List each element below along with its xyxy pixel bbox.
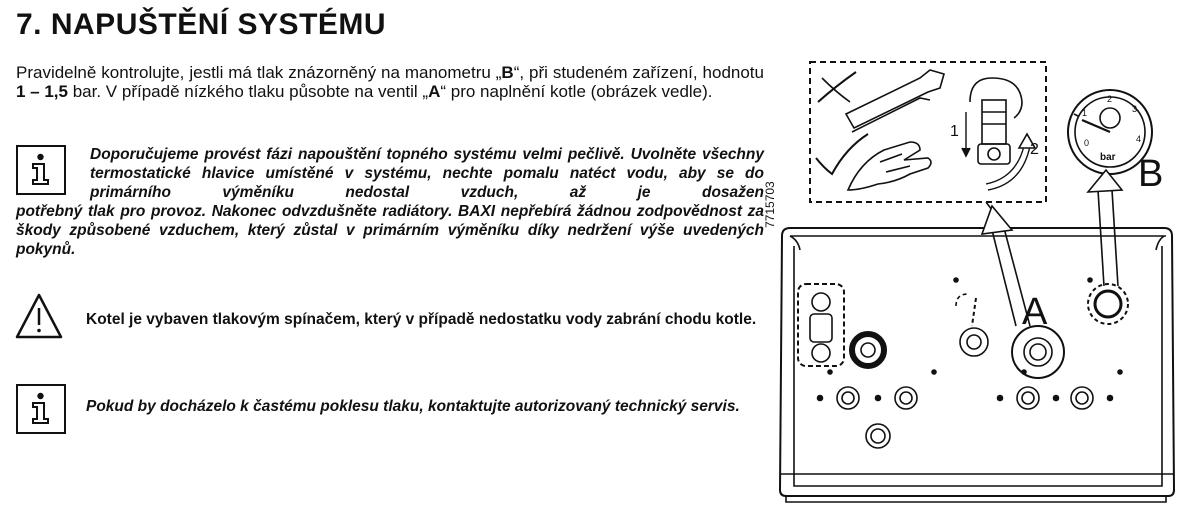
intro-text-1: Pravidelně kontrolujte, jestli má tlak znázorněný na manometru „ <box>16 63 502 82</box>
intro-valve-letter: A <box>428 82 441 101</box>
service-note: Pokud by docházelo k častému poklesu tlaku, kontaktujte autorizovaný technický servis. <box>86 398 740 415</box>
info-icon-2 <box>16 384 66 434</box>
boiler-figure <box>760 50 1179 512</box>
info-note-lead: Doporučujeme provést fázi napouštění topného systému velmi pečlivě. Uvolněte všechny termostatické hlavice umístěné v systému, nechte pomalu natéct vodu, aby se do primárního výměníku nedostal vzduch, až je dosažen <box>90 146 764 201</box>
info-note-rest: potřebný tlak pro provoz. Nakonec odvzdušněte radiátory. BAXI nepřebírá žádnou zodpovědnost za škody způsobené vzduchem, který zůstal v primárním výměníku díky nedržení výše uvedených pokynů. <box>16 203 764 258</box>
gauge-unit: bar <box>1100 152 1116 163</box>
gauge-tick-0: 0 <box>1084 138 1090 148</box>
gauge-tick-4: 4 <box>1136 134 1142 144</box>
info-icon <box>16 145 66 195</box>
gauge-tick-2: 2 <box>1107 94 1113 104</box>
label-b: B <box>1138 153 1164 195</box>
figure-code: 7715703 <box>763 181 777 228</box>
intro-paragraph <box>16 63 764 101</box>
intro-text-4: “ pro naplnění kotle (obrázek vedle). <box>440 82 713 101</box>
label-a: A <box>1022 291 1048 333</box>
intro-gauge-letter: B <box>501 63 514 82</box>
warning-icon <box>14 292 64 345</box>
page-title: 7. NAPUŠTĚNÍ SYSTÉMU <box>16 8 387 41</box>
intro-pressure-range: 1 – 1,5 <box>16 82 68 101</box>
step-1-label: 1 <box>950 123 959 140</box>
step-2-label: 2 <box>1030 141 1039 158</box>
gauge-tick-3: 3 <box>1132 104 1138 114</box>
intro-text-3: bar. V případě nízkého tlaku působte na ventil „ <box>68 82 429 101</box>
intro-text-2: “, při studeném zařízení, hodnotu <box>513 63 764 82</box>
warning-note: Kotel je vybaven tlakovým spínačem, který v případě nedostatku vody zabrání chodu kotle. <box>86 311 757 328</box>
gauge-tick-1: 1 <box>1082 108 1088 118</box>
